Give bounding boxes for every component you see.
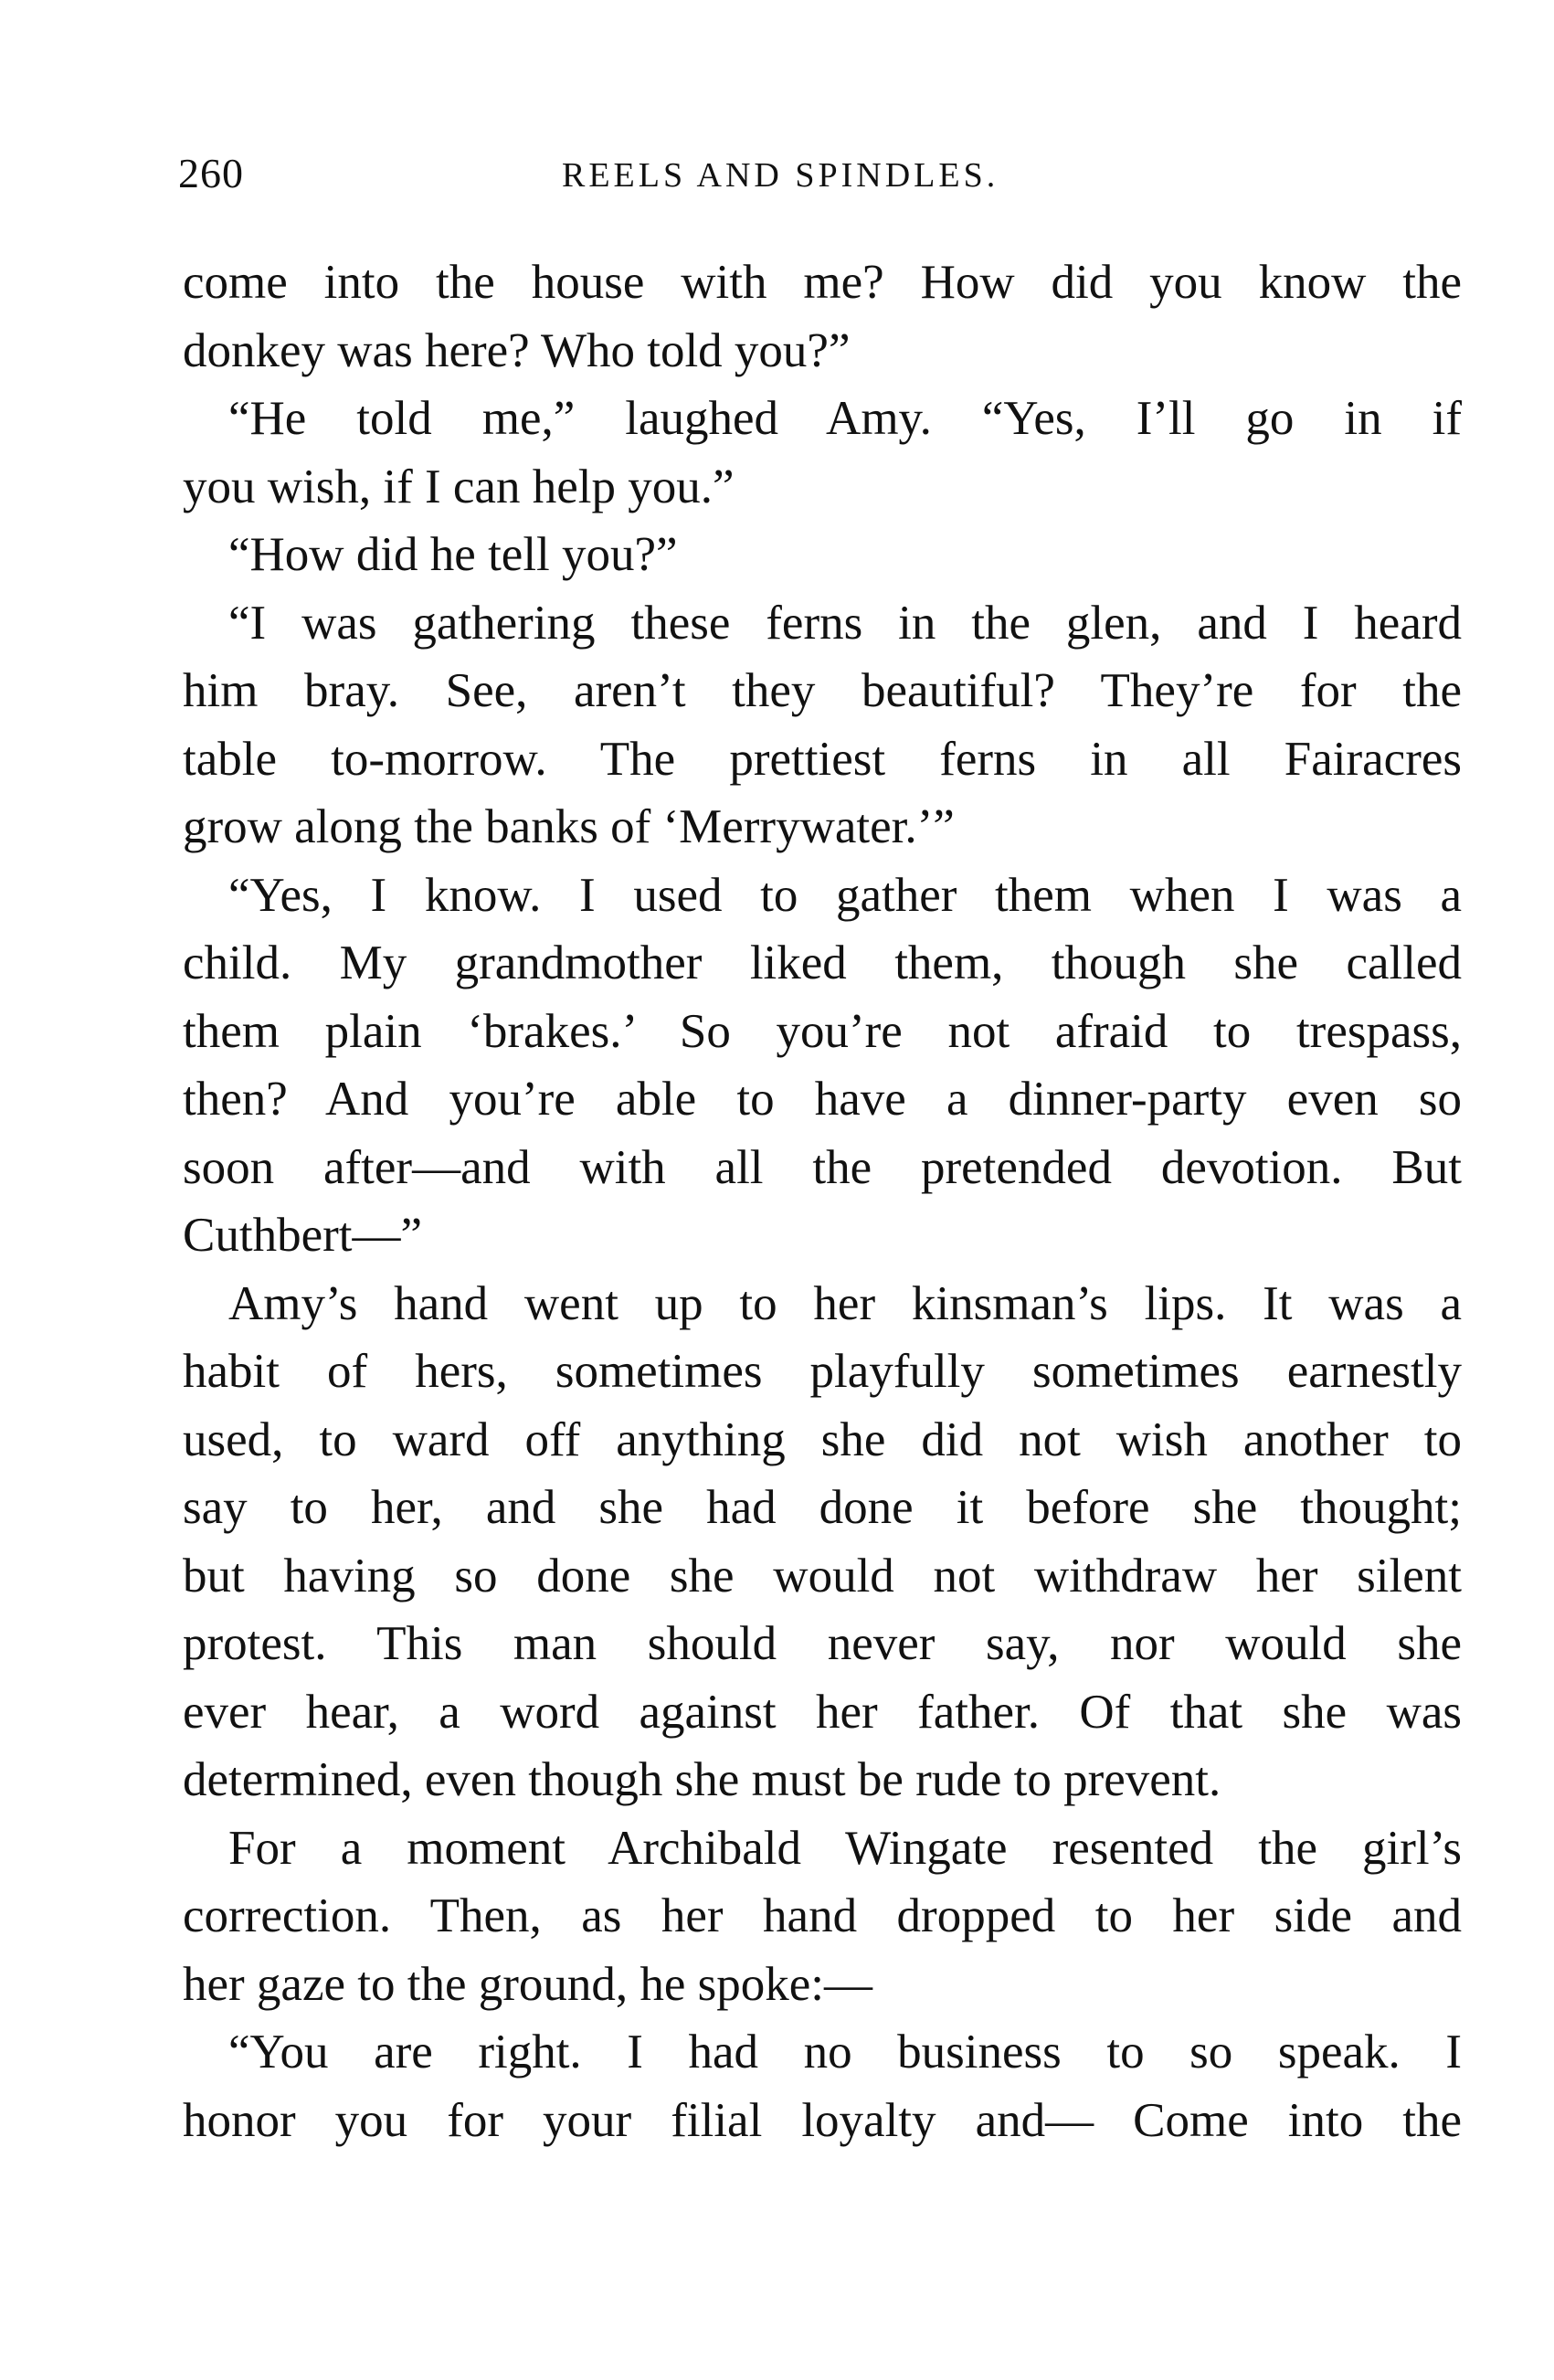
text-line: “You are right. I had no business to so speak. I — [228, 2026, 1462, 2079]
body-text — [183, 249, 1462, 2154]
text-line: Cuthbert—” — [183, 1209, 422, 1262]
text-line: determined, even though she must be rude to prevent. — [183, 1753, 1221, 1806]
text-line: honor you for your filial loyalty and— Come into the — [183, 2093, 1462, 2147]
text-line: habit of hers, sometimes playfully sometimes earnestly — [183, 1345, 1462, 1398]
text-line: table to-morrow. The prettiest ferns in all Fairacres — [183, 732, 1462, 786]
text-line: donkey was here? Who told you?” — [183, 323, 851, 377]
text-line: Amy’s hand went up to her kinsman’s lips. It was a — [228, 1276, 1462, 1330]
text-line: used, to ward off anything she did not wish another to — [183, 1412, 1462, 1466]
page-header — [178, 146, 1457, 201]
text-line: protest. This man should never say, nor would she — [183, 1617, 1462, 1670]
text-line: her gaze to the ground, he spoke:— — [183, 1957, 873, 2011]
page-number: 260 — [178, 150, 244, 196]
text-line: but having so done she would not withdraw her silent — [183, 1549, 1462, 1603]
text-line: “He told me,” laughed Amy. “Yes, I’ll go in if — [228, 392, 1462, 445]
text-line: For a moment Archibald Wingate resented the girl’s — [228, 1821, 1462, 1875]
running-title: REELS AND SPINDLES. — [562, 156, 999, 195]
text-line: grow along the banks of ‘Merrywater.’” — [183, 800, 955, 853]
text-line: then? And you’re able to have a dinner-party even so — [183, 1073, 1462, 1126]
text-line: them plain ‘brakes.’ So you’re not afraid to trespass, — [183, 1004, 1462, 1058]
text-line: child. My grandmother liked them, though she called — [183, 936, 1462, 989]
text-line: come into the house with me? How did you know the — [183, 256, 1462, 309]
text-line: “I was gathering these ferns in the glen, and I heard — [228, 596, 1462, 650]
text-line: him bray. See, aren’t they beautiful? They’re for the — [183, 664, 1462, 717]
text-line: you wish, if I can help you.” — [183, 460, 735, 513]
text-line: ever hear, a word against her father. Of that she was — [183, 1685, 1462, 1739]
text-line: “How did he tell you?” — [228, 528, 678, 581]
text-line: “Yes, I know. I used to gather them when I was a — [228, 868, 1462, 922]
text-line: soon after—and with all the pretended devotion. But — [183, 1140, 1462, 1194]
text-line: correction. Then, as her hand dropped to her side and — [183, 1889, 1462, 1942]
text-line: say to her, and she had done it before she thought; — [183, 1481, 1462, 1534]
